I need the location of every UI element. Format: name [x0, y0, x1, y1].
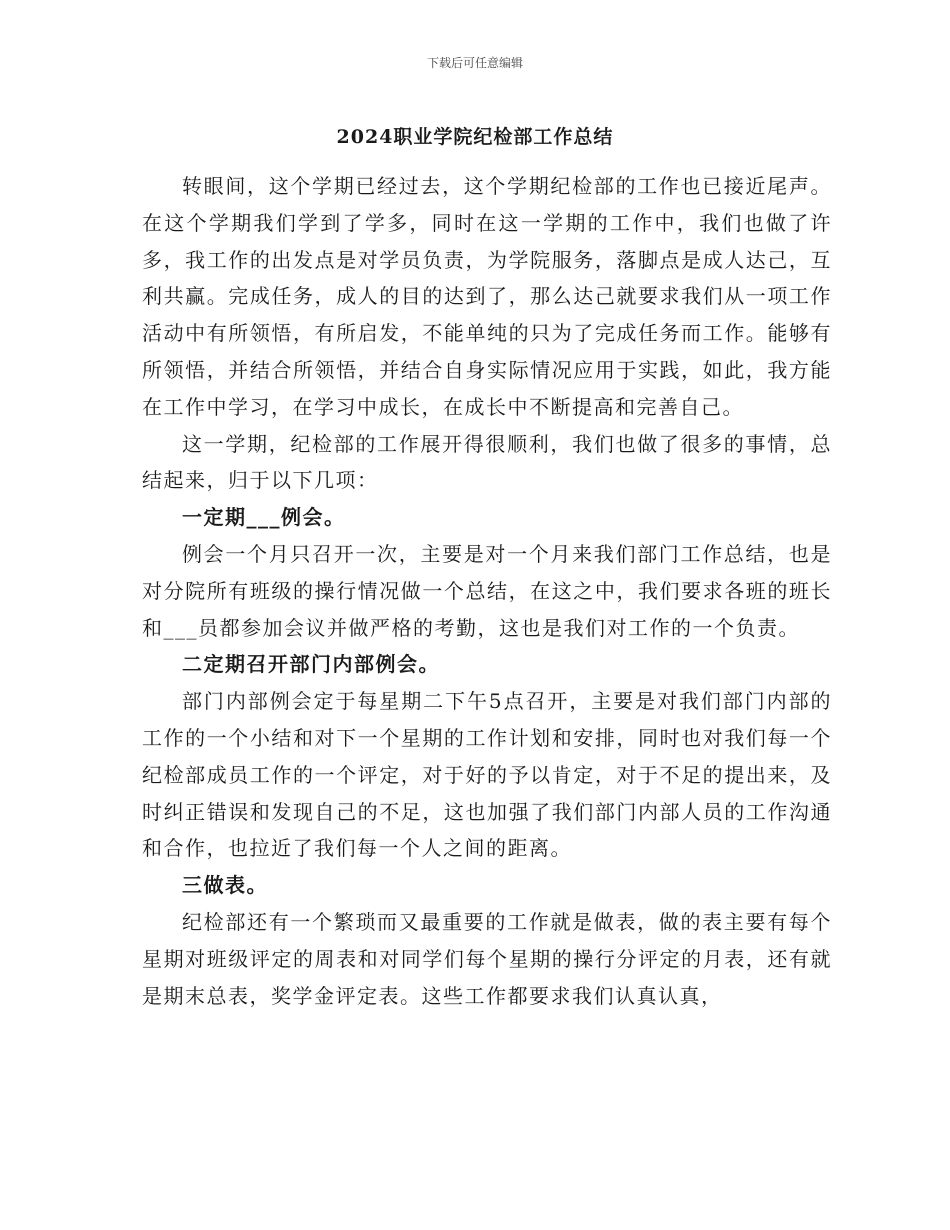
paragraph-section-1: 例会一个月只召开一次，主要是对一个月来我们部门工作总结，也是对分院所有班级的操行情况做一个总结，在这之中，我们要求各班的班长和___员都参加会议并做严格的考勤，这也是我们对工作的一个负责。	[142, 541, 832, 640]
header-note: 下载后可任意编辑	[426, 56, 523, 70]
section-heading-2: 二定期召开部门内部例会。	[182, 652, 440, 677]
section-heading-1: 一定期___例会。	[182, 505, 346, 530]
section-heading-3: 三做表。	[182, 873, 268, 898]
document-title: 2024职业学院纪检部工作总结	[336, 126, 614, 148]
paragraph-section-3: 纪检部还有一个繁琐而又最重要的工作就是做表，做的表主要有每个星期对班级评定的周表和对同学们每个星期的操行分评定的月表，还有就是期末总表，奖学金评定表。这些工作都要求我们认真认真，	[142, 909, 832, 1008]
paragraph-section-2: 部门内部例会定于每星期二下午5点召开，主要是对我们部门内部的工作的一个小结和对下一个星期的工作计划和安排，同时也对我们每一个纪检部成员工作的一个评定，对于好的予以肯定，对于不足的提出来，及时纠正错误和发现自己的不足，这也加强了我们部门内部人员的工作沟通和合作，也拉近了我们每一个人之间的距离。	[142, 689, 832, 861]
document-body	[142, 168, 832, 1014]
paragraph-intro: 转眼间，这个学期已经过去，这个学期纪检部的工作也已接近尾声。在这个学期我们学到了学多，同时在这一学期的工作中，我们也做了许多，我工作的出发点是对学员负责，为学院服务，落脚点是成人达己，互利共赢。完成任务，成人的目的达到了，那么达己就要求我们从一项工作活动中有所领悟，有所启发，不能单纯的只为了完成任务而工作。能够有所领悟，并结合所领悟，并结合自身实际情况应用于实践，如此，我方能在工作中学习，在学习中成长，在成长中不断提高和完善自己。	[142, 174, 832, 419]
paragraph-summary-lead: 这一学期，纪检部的工作展开得很顺利，我们也做了很多的事情，总结起来，归于以下几项：	[142, 431, 832, 493]
